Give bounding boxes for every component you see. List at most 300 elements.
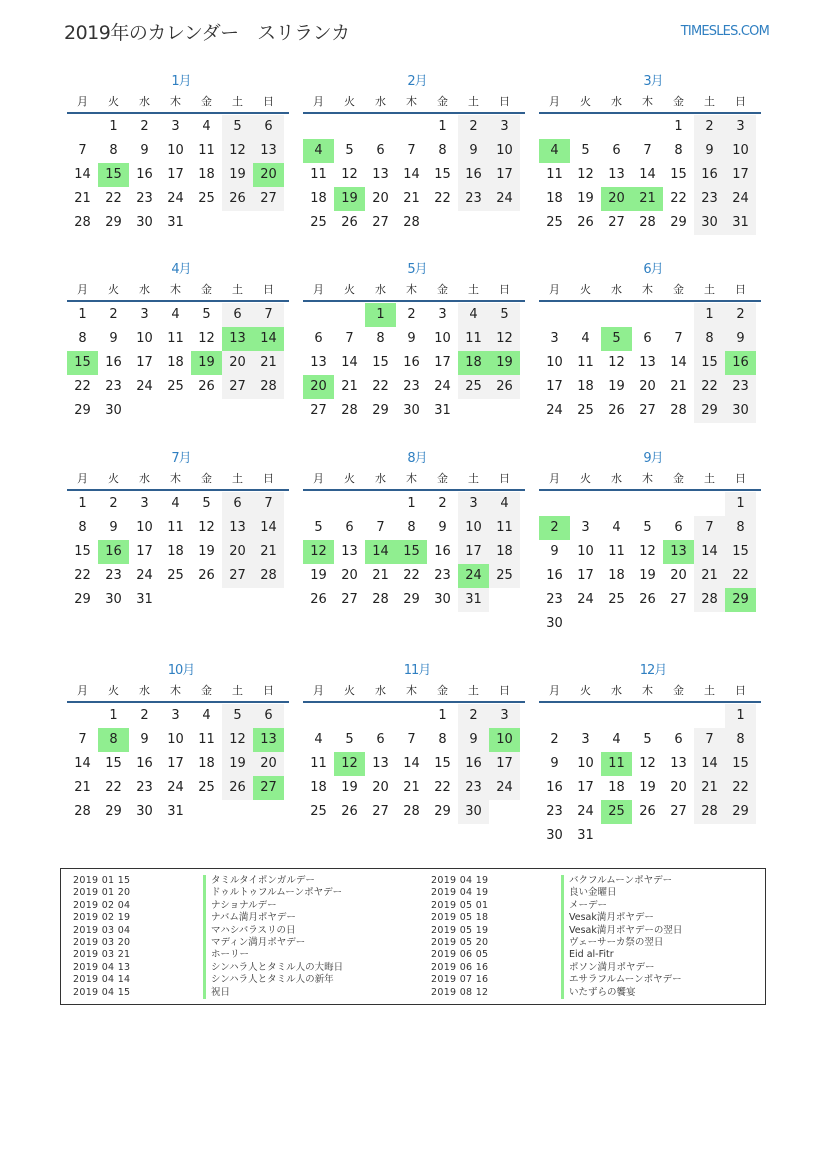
month-5 — [303, 261, 525, 423]
day-cell: 20 — [639, 379, 656, 394]
holiday-date: 2019 04 14 — [73, 974, 131, 986]
weekday-label: 月 — [77, 684, 88, 697]
holiday-date: 2019 01 15 — [73, 875, 131, 886]
day-cell: 15 — [74, 544, 91, 559]
day-cell: 18 — [489, 540, 520, 564]
weekday-label: 火 — [344, 684, 355, 697]
day-grid — [303, 703, 520, 824]
day-cell: 5 — [222, 115, 253, 139]
day-cell: 5 — [202, 496, 211, 511]
holiday-day-cell: 15 — [67, 351, 98, 375]
holiday-date: 2019 07 16 — [431, 974, 489, 986]
day-cell: 12 — [198, 520, 215, 535]
day-cell: 5 — [345, 143, 354, 158]
day-cell: 4 — [202, 119, 211, 134]
day-cell: 29 — [74, 403, 91, 418]
day-cell: 31 — [167, 804, 184, 819]
day-cell: 8 — [438, 143, 447, 158]
weekday-label: 火 — [580, 472, 591, 485]
day-cell: 7 — [674, 331, 683, 346]
day-cell: 26 — [198, 568, 215, 583]
day-cell: 28 — [639, 215, 656, 230]
weekday-label: 水 — [139, 684, 150, 697]
weekday-label: 木 — [642, 684, 653, 697]
day-cell: 17 — [577, 568, 594, 583]
day-cell: 24 — [167, 780, 184, 795]
weekday-label: 月 — [77, 472, 88, 485]
weekday-label: 土 — [232, 283, 243, 296]
day-cell: 6 — [314, 331, 323, 346]
day-cell: 20 — [372, 191, 389, 206]
day-cell: 29 — [434, 804, 451, 819]
day-cell: 13 — [608, 167, 625, 182]
weekday-label: 水 — [375, 95, 386, 108]
day-cell: 11 — [198, 732, 215, 747]
day-cell: 20 — [372, 780, 389, 795]
empty-cell — [601, 303, 632, 327]
empty-cell — [601, 115, 632, 139]
weekday-label: 月 — [77, 283, 88, 296]
day-cell: 11 — [167, 331, 184, 346]
day-cell: 26 — [310, 592, 327, 607]
day-cell: 17 — [167, 167, 184, 182]
holiday-date: 2019 05 18 — [431, 912, 489, 924]
holiday-row — [431, 900, 682, 912]
day-cell: 27 — [341, 592, 358, 607]
holiday-name: 祝日 — [203, 987, 230, 999]
day-cell: 26 — [489, 375, 520, 399]
holiday-day-cell: 29 — [725, 588, 756, 612]
day-cell: 21 — [341, 379, 358, 394]
holiday-name: 良い金曜日 — [561, 887, 617, 899]
day-cell: 28 — [74, 215, 91, 230]
empty-cell — [396, 115, 427, 139]
day-cell: 4 — [171, 307, 180, 322]
day-cell: 22 — [74, 379, 91, 394]
empty-cell — [663, 303, 694, 327]
month-title: 9月 — [643, 451, 663, 466]
holiday-day-cell: 20 — [253, 163, 284, 187]
weekday-label: 土 — [232, 95, 243, 108]
day-cell: 2 — [458, 704, 489, 728]
day-cell: 30 — [546, 616, 563, 631]
day-cell: 18 — [608, 780, 625, 795]
day-cell: 19 — [341, 780, 358, 795]
day-cell: 9 — [550, 544, 559, 559]
day-cell: 15 — [434, 756, 451, 771]
day-cell: 6 — [345, 520, 354, 535]
holiday-day-cell: 12 — [334, 752, 365, 776]
holiday-name: Eid al-Fitr — [561, 949, 614, 961]
holiday-row — [73, 974, 343, 986]
day-cell: 24 — [577, 804, 594, 819]
day-cell: 24 — [136, 379, 153, 394]
holiday-day-cell: 19 — [191, 351, 222, 375]
holiday-name: ポソン満月ポヤデー — [561, 962, 655, 974]
weekday-label: 日 — [499, 472, 510, 485]
day-cell: 24 — [489, 187, 520, 211]
day-cell: 3 — [581, 732, 590, 747]
holiday-date: 2019 02 04 — [73, 899, 131, 911]
weekday-label: 金 — [437, 95, 448, 108]
day-cell: 23 — [546, 592, 563, 607]
holiday-date: 2019 03 20 — [73, 936, 131, 948]
day-cell: 10 — [434, 331, 451, 346]
day-grid — [539, 491, 756, 636]
day-cell: 13 — [222, 516, 253, 540]
weekday-label: 金 — [201, 283, 212, 296]
day-cell: 7 — [253, 303, 284, 327]
day-cell: 26 — [341, 804, 358, 819]
weekday-label: 木 — [642, 472, 653, 485]
day-cell: 31 — [136, 592, 153, 607]
day-cell: 21 — [372, 568, 389, 583]
holiday-date: 2019 03 04 — [73, 924, 131, 936]
empty-cell — [663, 492, 694, 516]
day-cell: 26 — [341, 215, 358, 230]
holiday-name: メーデー — [561, 900, 607, 912]
holiday-name: エサラフルムーンポヤデー — [561, 974, 682, 986]
day-cell: 23 — [546, 804, 563, 819]
day-cell: 5 — [643, 732, 652, 747]
weekday-label: 日 — [735, 95, 746, 108]
holiday-name: タミルタイポンガルデー — [203, 875, 315, 887]
weekday-label: 木 — [170, 283, 181, 296]
day-cell: 26 — [222, 776, 253, 800]
day-grid — [539, 703, 756, 848]
holiday-name: ヴェーサーカ祭の翌日 — [561, 937, 663, 949]
day-cell: 14 — [639, 167, 656, 182]
holiday-name: バクフルムーンポヤデー — [561, 875, 672, 887]
day-cell: 1 — [109, 119, 118, 134]
day-cell: 16 — [694, 163, 725, 187]
day-cell: 25 — [310, 215, 327, 230]
day-cell: 1 — [674, 119, 683, 134]
holiday-date: 2019 06 05 — [431, 949, 489, 961]
day-cell: 14 — [403, 167, 420, 182]
holiday-day-cell: 20 — [601, 187, 632, 211]
day-cell: 12 — [489, 327, 520, 351]
day-cell: 24 — [489, 776, 520, 800]
weekday-label: 火 — [344, 95, 355, 108]
empty-cell — [67, 115, 98, 139]
day-cell: 14 — [403, 756, 420, 771]
day-cell: 25 — [546, 215, 563, 230]
day-cell: 1 — [694, 303, 725, 327]
day-cell: 10 — [725, 139, 756, 163]
day-cell: 13 — [639, 355, 656, 370]
day-cell: 29 — [105, 804, 122, 819]
day-cell: 7 — [407, 143, 416, 158]
weekday-header — [67, 91, 289, 114]
day-cell: 10 — [167, 143, 184, 158]
day-cell: 4 — [581, 331, 590, 346]
day-cell: 28 — [403, 215, 420, 230]
holiday-row — [73, 900, 343, 912]
day-cell: 16 — [136, 756, 153, 771]
weekday-label: 火 — [580, 283, 591, 296]
day-cell: 14 — [341, 355, 358, 370]
month-title: 5月 — [407, 262, 427, 277]
day-cell: 20 — [670, 780, 687, 795]
day-cell: 17 — [489, 163, 520, 187]
day-cell: 26 — [608, 403, 625, 418]
holiday-day-cell: 13 — [253, 728, 284, 752]
day-cell: 3 — [171, 708, 180, 723]
day-cell: 14 — [253, 516, 284, 540]
day-cell: 20 — [222, 540, 253, 564]
day-cell: 6 — [253, 115, 284, 139]
weekday-label: 日 — [735, 684, 746, 697]
day-grid — [303, 114, 520, 235]
day-cell: 14 — [694, 752, 725, 776]
day-cell: 23 — [694, 187, 725, 211]
day-cell: 27 — [372, 804, 389, 819]
day-cell: 10 — [577, 756, 594, 771]
month-title: 3月 — [643, 74, 663, 89]
weekday-header — [67, 680, 289, 703]
day-cell: 30 — [105, 592, 122, 607]
day-cell: 31 — [725, 211, 756, 235]
day-cell: 10 — [546, 355, 563, 370]
day-cell: 9 — [458, 728, 489, 752]
holiday-name: ナバム満月ポヤデー — [203, 912, 296, 924]
day-cell: 8 — [407, 520, 416, 535]
day-cell: 9 — [458, 139, 489, 163]
holiday-day-cell: 8 — [98, 728, 129, 752]
holiday-day-cell: 19 — [334, 187, 365, 211]
weekday-label: 土 — [468, 95, 479, 108]
holiday-day-cell: 16 — [98, 540, 129, 564]
site-logo[interactable]: TIMESLES.COM — [680, 24, 769, 39]
holiday-row — [73, 887, 343, 899]
day-cell: 15 — [434, 167, 451, 182]
weekday-label: 木 — [170, 684, 181, 697]
day-cell: 30 — [725, 399, 756, 423]
day-cell: 19 — [608, 379, 625, 394]
day-cell: 23 — [458, 776, 489, 800]
day-cell: 21 — [403, 780, 420, 795]
holiday-list-right — [431, 875, 682, 999]
day-cell: 25 — [167, 568, 184, 583]
day-cell: 9 — [140, 143, 149, 158]
day-cell: 27 — [310, 403, 327, 418]
weekday-label: 土 — [232, 684, 243, 697]
day-cell: 4 — [458, 303, 489, 327]
holiday-row — [431, 925, 682, 937]
weekday-label: 木 — [170, 472, 181, 485]
holiday-day-cell: 15 — [396, 540, 427, 564]
day-cell: 8 — [78, 331, 87, 346]
day-cell: 22 — [670, 191, 687, 206]
day-cell: 28 — [694, 800, 725, 824]
day-cell: 28 — [694, 588, 725, 612]
day-cell: 6 — [253, 704, 284, 728]
day-cell: 9 — [109, 331, 118, 346]
holiday-row — [431, 887, 682, 899]
day-cell: 29 — [670, 215, 687, 230]
weekday-label: 土 — [704, 684, 715, 697]
empty-cell — [570, 115, 601, 139]
day-cell: 15 — [725, 752, 756, 776]
month-title: 4月 — [171, 262, 191, 277]
holiday-day-cell: 19 — [489, 351, 520, 375]
weekday-label: 水 — [139, 472, 150, 485]
weekday-label: 土 — [232, 472, 243, 485]
day-cell: 27 — [222, 375, 253, 399]
day-cell: 9 — [407, 331, 416, 346]
day-cell: 25 — [167, 379, 184, 394]
weekday-label: 火 — [108, 95, 119, 108]
day-grid — [67, 703, 284, 824]
empty-cell — [601, 492, 632, 516]
day-cell: 5 — [489, 303, 520, 327]
day-cell: 17 — [577, 780, 594, 795]
day-cell: 3 — [140, 307, 149, 322]
day-cell: 7 — [78, 732, 87, 747]
holiday-date: 2019 04 19 — [431, 887, 489, 899]
day-cell: 21 — [694, 564, 725, 588]
day-cell: 19 — [222, 163, 253, 187]
day-cell: 16 — [403, 355, 420, 370]
empty-cell — [334, 492, 365, 516]
day-cell: 10 — [136, 520, 153, 535]
day-cell: 10 — [167, 732, 184, 747]
day-cell: 14 — [74, 756, 91, 771]
weekday-label: 月 — [313, 95, 324, 108]
weekday-label: 水 — [611, 95, 622, 108]
day-cell: 26 — [577, 215, 594, 230]
empty-cell — [334, 704, 365, 728]
weekday-label: 日 — [263, 472, 274, 485]
day-cell: 15 — [694, 351, 725, 375]
empty-cell — [334, 115, 365, 139]
day-cell: 12 — [198, 331, 215, 346]
day-cell: 6 — [612, 143, 621, 158]
empty-cell — [601, 704, 632, 728]
weekday-label: 水 — [139, 95, 150, 108]
holiday-row — [73, 912, 343, 924]
weekday-header — [539, 468, 761, 491]
holiday-row — [431, 962, 682, 974]
weekday-label: 月 — [313, 472, 324, 485]
day-cell: 23 — [136, 780, 153, 795]
weekday-label: 日 — [263, 95, 274, 108]
day-cell: 1 — [109, 708, 118, 723]
weekday-label: 土 — [704, 472, 715, 485]
empty-cell — [539, 492, 570, 516]
day-cell: 9 — [725, 327, 756, 351]
weekday-label: 土 — [468, 283, 479, 296]
day-cell: 31 — [577, 828, 594, 843]
day-cell: 2 — [694, 115, 725, 139]
weekday-header — [539, 91, 761, 114]
weekday-label: 月 — [549, 283, 560, 296]
day-cell: 21 — [694, 776, 725, 800]
holiday-date: 2019 05 01 — [431, 899, 489, 911]
day-cell: 12 — [639, 756, 656, 771]
day-cell: 24 — [725, 187, 756, 211]
day-cell: 7 — [694, 516, 725, 540]
empty-cell — [365, 115, 396, 139]
day-cell: 11 — [167, 520, 184, 535]
day-cell: 18 — [310, 780, 327, 795]
empty-cell — [365, 704, 396, 728]
empty-cell — [570, 303, 601, 327]
day-cell: 23 — [105, 568, 122, 583]
day-cell: 22 — [694, 375, 725, 399]
month-12 — [539, 662, 761, 848]
day-cell: 31 — [434, 403, 451, 418]
day-cell: 6 — [643, 331, 652, 346]
day-cell: 27 — [253, 187, 284, 211]
weekday-header — [303, 279, 525, 302]
holiday-date: 2019 04 19 — [431, 875, 489, 886]
day-cell: 23 — [434, 568, 451, 583]
day-cell: 19 — [198, 544, 215, 559]
holiday-row — [431, 937, 682, 949]
weekday-label: 水 — [139, 283, 150, 296]
day-cell: 10 — [577, 544, 594, 559]
day-cell: 8 — [694, 327, 725, 351]
holiday-row — [73, 987, 343, 999]
weekday-label: 金 — [437, 684, 448, 697]
day-cell: 4 — [314, 732, 323, 747]
day-cell: 4 — [612, 520, 621, 535]
day-cell: 15 — [725, 540, 756, 564]
holiday-day-cell: 21 — [632, 187, 663, 211]
day-cell: 29 — [372, 403, 389, 418]
day-cell: 18 — [167, 355, 184, 370]
weekday-label: 金 — [673, 472, 684, 485]
day-cell: 24 — [546, 403, 563, 418]
weekday-label: 月 — [549, 684, 560, 697]
day-cell: 15 — [372, 355, 389, 370]
day-cell: 28 — [670, 403, 687, 418]
holiday-name: マハシバラスリの日 — [203, 925, 295, 937]
day-cell: 3 — [489, 115, 520, 139]
day-cell: 27 — [222, 564, 253, 588]
empty-cell — [632, 492, 663, 516]
holiday-date: 2019 04 15 — [73, 986, 131, 998]
day-grid — [67, 302, 284, 423]
weekday-label: 日 — [499, 95, 510, 108]
weekday-label: 火 — [580, 684, 591, 697]
empty-cell — [303, 115, 334, 139]
holiday-row — [431, 974, 682, 986]
day-cell: 2 — [458, 115, 489, 139]
day-cell: 17 — [458, 540, 489, 564]
month-title: 11月 — [403, 663, 431, 678]
holiday-date: 2019 05 19 — [431, 924, 489, 936]
day-cell: 26 — [222, 187, 253, 211]
day-cell: 16 — [546, 780, 563, 795]
day-cell: 25 — [198, 191, 215, 206]
holiday-date: 2019 03 21 — [73, 949, 131, 961]
day-cell: 22 — [725, 564, 756, 588]
day-cell: 5 — [581, 143, 590, 158]
empty-cell — [570, 704, 601, 728]
day-cell: 13 — [341, 544, 358, 559]
day-cell: 25 — [198, 780, 215, 795]
day-cell: 31 — [167, 215, 184, 230]
day-cell: 11 — [198, 143, 215, 158]
day-cell: 11 — [608, 544, 625, 559]
weekday-label: 火 — [108, 283, 119, 296]
day-cell: 22 — [434, 191, 451, 206]
day-cell: 24 — [434, 379, 451, 394]
day-cell: 16 — [458, 752, 489, 776]
